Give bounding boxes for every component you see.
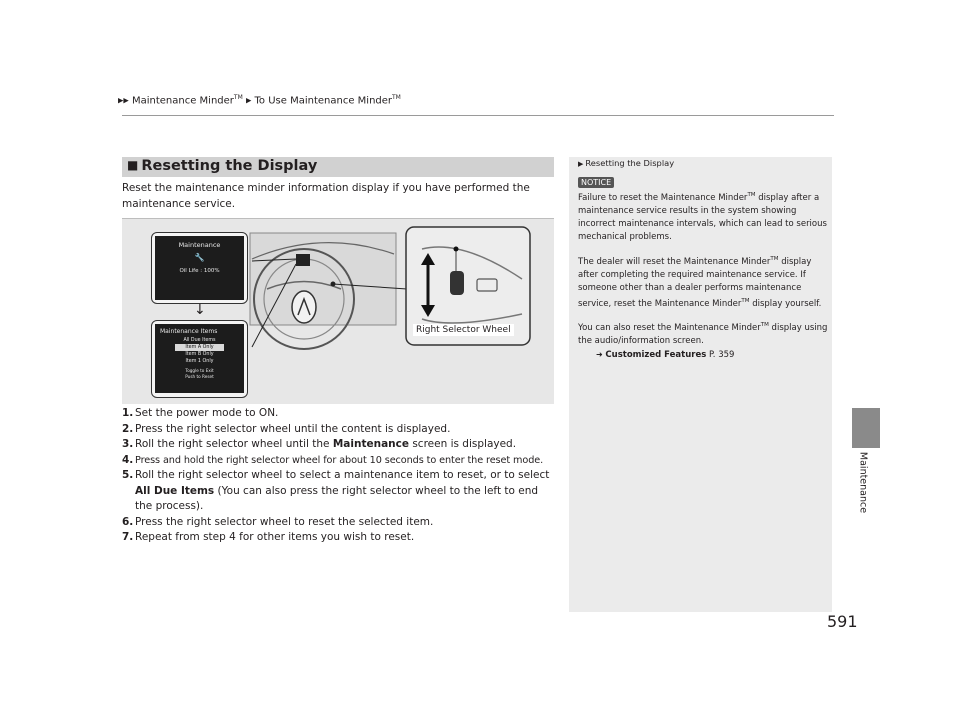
breadcrumb: ▶▶ Maintenance Minder™ ▶ To Use Maintenance Minder™ — [118, 94, 401, 107]
screen-title: Maintenance Items — [160, 328, 218, 335]
wrench-icon: 🔧 — [194, 253, 205, 262]
triangle-icon: ▶▶ — [118, 96, 129, 105]
hint-reset: Push to Reset — [185, 374, 214, 379]
callout-label: Right Selector Wheel — [413, 324, 514, 336]
step-3: 3. Roll the right selector wheel until the Maintenance screen is displayed. — [122, 438, 517, 450]
display-screen-maintenance-items — [155, 324, 244, 393]
step-7: 7. Repeat from step 4 for other items you wish to reset. — [122, 531, 415, 543]
down-arrow-icon: ↓ — [194, 302, 206, 318]
chapter-tab[interactable] — [852, 408, 880, 448]
illustration — [122, 218, 554, 404]
sidebar-paragraph: You can also reset the Maintenance Minder™ display using the audio/information screen. — [578, 322, 828, 347]
breadcrumb-item-maintenance-minder[interactable]: Maintenance Minder — [131, 95, 234, 107]
oil-life-text: Oil Life : 100% — [179, 268, 220, 274]
list-item: All Due Items — [183, 338, 216, 343]
display-screen-maintenance — [155, 236, 244, 300]
sidebar-paragraph: Failure to reset the Maintenance Minder™ display after a maintenance service results in the system showing incorrect maintenance intervals, which can lead to serious mechanical problems. — [578, 192, 827, 243]
step-1: 1. Set the power mode to ON. — [122, 407, 279, 419]
square-bullet-icon: ■ — [127, 158, 139, 172]
cross-reference-link[interactable]: ➜ Customized Features P. 359 — [596, 350, 735, 361]
display-frame-maintenance-items — [151, 320, 248, 398]
section-title: ■ Resetting the Display — [127, 158, 318, 174]
sidebar-text — [578, 189, 828, 363]
step-5: 5. Roll the right selector wheel to select a maintenance item to reset, or to select All Due Items (You can also press the right selector wheel to the left to end the process). — [122, 469, 550, 512]
breadcrumb-item-to-use[interactable]: To Use Maintenance Minder — [254, 95, 393, 107]
list-item-selected: Item A Only — [175, 344, 224, 351]
chapter-label: Maintenance — [857, 451, 869, 514]
notice-badge: NOTICE — [578, 177, 614, 188]
step-2: 2. Press the right selector wheel until the content is displayed. — [122, 422, 451, 435]
steps-list — [122, 406, 556, 546]
sidebar-paragraph: The dealer will reset the Maintenance Minder™ display after completing the required maintenance service. If someone other than a dealer performs maintenance service, reset the Maintenance Minder™ display yourself. — [578, 255, 822, 309]
list-item: Item 1 Only — [185, 359, 214, 364]
reference-arrow-icon: ➜ — [596, 350, 603, 360]
hint-exit: Toggle to Exit — [185, 368, 214, 373]
triangle-icon: ▶ — [245, 96, 252, 105]
intro-paragraph: Reset the maintenance minder information display if you have performed the maintenance service. — [122, 182, 530, 210]
step-6: 6. Press the right selector wheel to reset the selected item. — [122, 515, 434, 528]
step-4: 4. Press and hold the right selector wheel for about 10 seconds to enter the reset mode. — [122, 453, 544, 466]
reference-arrow-icon: ▶ — [578, 160, 584, 168]
header-divider — [122, 115, 834, 116]
sidebar-heading: ▶ Resetting the Display — [578, 158, 675, 168]
list-item: Item B Only — [185, 352, 214, 357]
page-number: 591 — [827, 612, 858, 631]
screen-title: Maintenance — [178, 241, 221, 249]
display-frame-maintenance — [151, 232, 248, 304]
